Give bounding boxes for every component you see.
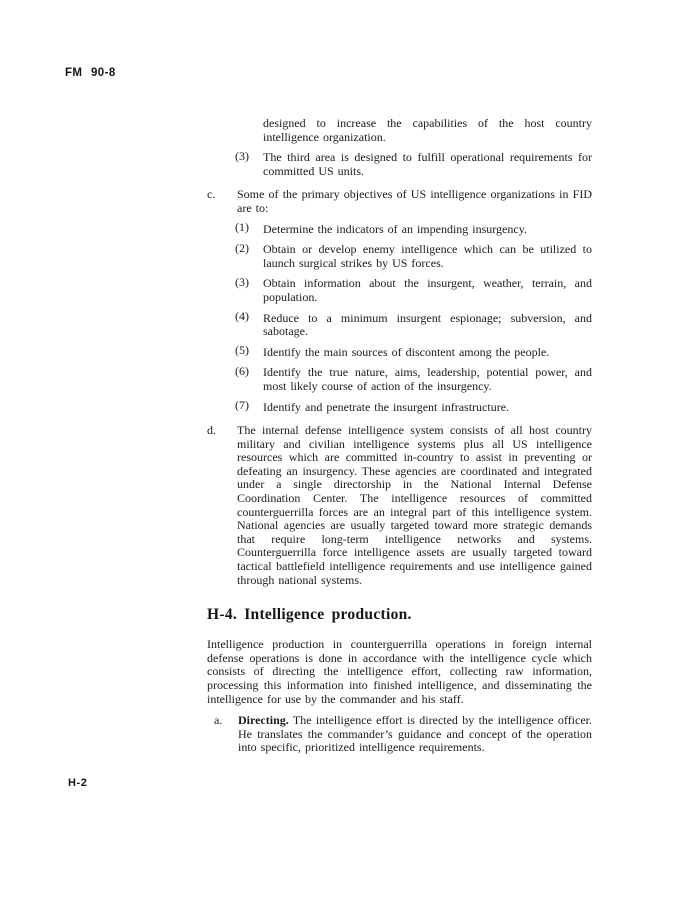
item-text: Identify the main sources of discontent among the people.	[263, 344, 550, 359]
item-number: (6)	[235, 363, 249, 378]
sub-item-6	[207, 363, 592, 393]
item-number: (4)	[235, 309, 249, 324]
item-number: (7)	[235, 398, 249, 412]
item-text: The internal defense intelligence system consists of all host country military and civilian intelligence systems plus all US intelligence resources which are committed in-country to assist in preventing or defeating an insurgency. These agencies are coordinated and integrated under a single directorship in the National Internal Defense Coordination Center. The intelligence resources of committed counterguerrilla forces are an integral part of this intelligence system. National agencies are usually targeted toward more strategic demands that require long-term intelligence networks and systems. Counterguerrilla force intelligence assets are usually targeted toward tactical battlefield intelligence requirements and use intelligence gained through national systems.	[237, 423, 592, 587]
lettered-item-a	[207, 714, 592, 755]
lettered-item-d	[207, 424, 592, 587]
document-id-header: FM 90-8	[65, 67, 116, 79]
item-text: Obtain or develop enemy intelligence which can be utilized to launch surgical strikes by US forces.	[263, 242, 592, 270]
sub-item-7	[207, 398, 592, 415]
sub-item-5	[207, 343, 592, 360]
item-text: Determine the indicators of an impending insurgency.	[263, 221, 527, 236]
item-number: (3)	[235, 148, 249, 163]
item-text: The third area is designed to fulfill operational requirements for committed US units.	[263, 150, 592, 178]
lettered-item-c	[207, 188, 592, 215]
item-letter: a.	[214, 713, 223, 728]
item-letter: d.	[207, 423, 216, 438]
page-content	[207, 117, 592, 755]
section-paragraph: Intelligence production in counterguerrilla operations in foreign internal defense operations is done in accordance with the intelligence cycle which consists of directing the intelligence effort, collecting raw information, processing this information into finished intelligence, and disseminating the intelligence for use by the commander and his staff.	[207, 637, 592, 706]
sub-item-4	[207, 309, 592, 339]
item-text: The intelligence effort is directed by the intelligence officer. He translates the commander’s guidance and concept of the operation into specific, prioritized intelligence requirements.	[238, 713, 592, 755]
continued-paragraph: designed to increase the capabilities of the host country intelligence organization.	[263, 116, 592, 144]
item-number: (3)	[235, 274, 249, 289]
numbered-item-3-top	[207, 148, 592, 178]
sub-item-1	[207, 220, 592, 237]
item-text: Some of the primary objectives of US intelligence organizations in FID are to:	[237, 187, 592, 215]
page-number: H-2	[68, 777, 88, 789]
item-bold-lead: Directing.	[238, 713, 289, 728]
item-text: Identify the true nature, aims, leadership, potential power, and most likely course of action of the insurgency.	[263, 365, 592, 393]
item-letter: c.	[207, 187, 216, 202]
item-number: (1)	[235, 220, 249, 235]
sub-item-3	[207, 274, 592, 304]
section-heading: H-4. Intelligence production.	[207, 606, 412, 624]
item-text: Identify and penetrate the insurgent infrastructure.	[263, 399, 510, 414]
item-number: (2)	[235, 240, 249, 255]
item-text: Obtain information about the insurgent, weather, terrain, and population.	[263, 276, 592, 304]
sub-item-2	[207, 240, 592, 270]
item-number: (5)	[235, 343, 249, 358]
item-text: Reduce to a minimum insurgent espionage; subversion, and sabotage.	[263, 310, 592, 339]
